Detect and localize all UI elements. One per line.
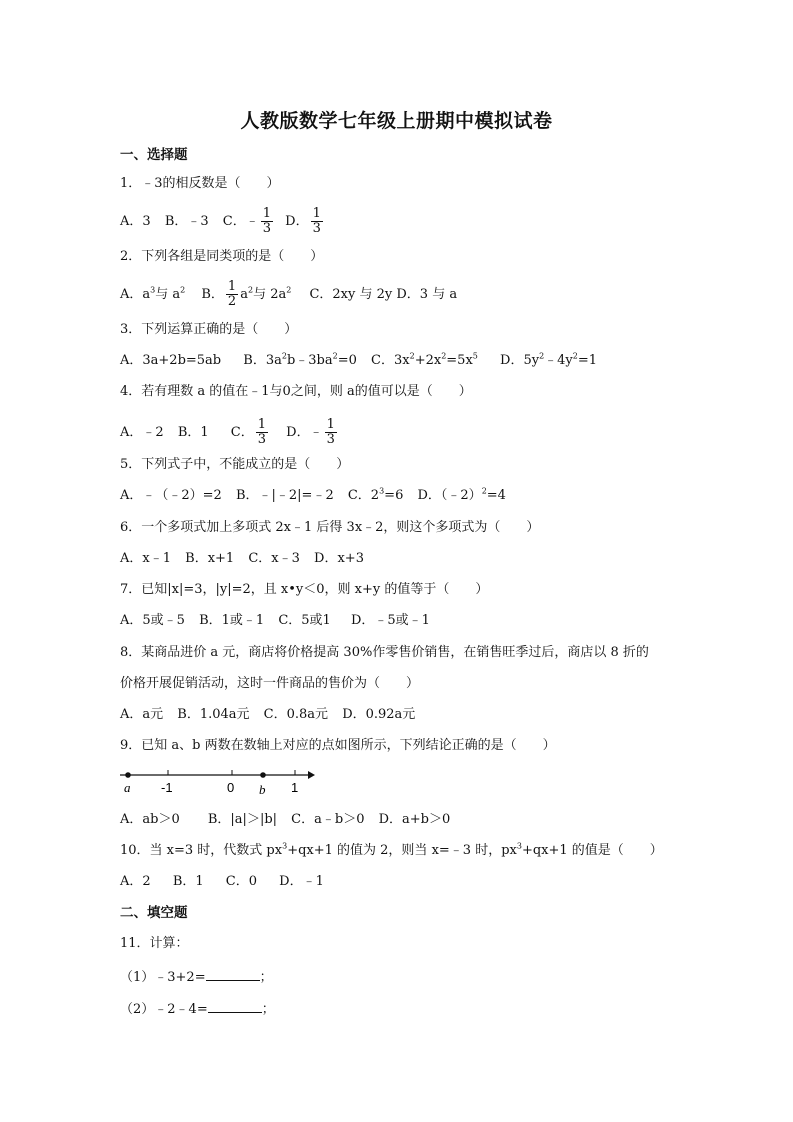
q11-part-1-text: （1）﹣3+2= (120, 970, 206, 985)
q10-option-c: C．0 (225, 874, 257, 889)
q9-option-a: A．ab＞0 (120, 812, 180, 827)
fraction-denominator: 2 (227, 294, 237, 309)
question-8-stem-line-1: 8．某商品进价 a 元，商店将价格提高 30%作零售价销售，在销售旺季过后，商店以 8 折的 (120, 645, 649, 660)
question-3-options (120, 353, 597, 369)
q8-option-b: B．1.04a元 (177, 707, 250, 722)
q3-option-c-exp3: 5 (472, 351, 478, 361)
question-10-stem (120, 843, 663, 859)
q2-option-b-label: B． (201, 287, 224, 302)
question-11-part-1 (120, 967, 273, 986)
q2-option-b-fraction (226, 280, 238, 309)
q4-option-d-fraction (325, 418, 337, 447)
q6-option-a: A．x﹣1 (120, 551, 171, 566)
q11-part-1-end: ； (259, 970, 273, 985)
q6-option-c: C．x﹣3 (248, 551, 300, 566)
q2-option-a-exp1: 3 (150, 285, 156, 295)
q3-option-d-exp2: 2 (572, 351, 578, 361)
q3-option-c-mid2: =5x (446, 353, 473, 368)
question-6-options (120, 551, 364, 567)
q4-option-a: A．﹣2 (120, 425, 164, 440)
point-b (260, 772, 266, 778)
q2-option-d: D．3 与 a (396, 287, 458, 302)
question-9-stem: 9．已知 a、b 两数在数轴上对应的点如图所示，下列结论正确的是（ ） (120, 738, 556, 753)
q3-option-b-pre: B．3a (243, 353, 282, 368)
number-line-figure (118, 764, 318, 796)
question-4-stem: 4．若有理数 a 的值在﹣1与0之间，则 a的值可以是（ ） (120, 384, 472, 399)
fraction-numerator: 1 (312, 206, 321, 221)
q7-option-c: C．5或1 (278, 613, 331, 628)
section-heading-choice: 一、选择题 (120, 147, 188, 163)
q4-option-c-label: C． (230, 425, 254, 440)
answer-blank[interactable] (206, 967, 260, 981)
q4-option-c-fraction (256, 418, 268, 447)
q5-option-c-pre: C．2 (347, 488, 380, 503)
fraction-denominator: 3 (257, 432, 267, 447)
q7-option-a: A．5或﹣5 (120, 613, 185, 628)
q5-option-d-pre: D．（﹣2） (417, 488, 482, 503)
question-8-options (120, 707, 415, 723)
q9-option-b: B．|a|＞|b| (207, 812, 278, 827)
q11-part-2-end: ； (261, 1002, 275, 1017)
fraction-denominator: 3 (262, 221, 272, 236)
fraction-numerator: 1 (326, 417, 335, 432)
q10-exp-2: 3 (516, 841, 522, 851)
q3-option-c-exp2: 2 (441, 351, 447, 361)
number-line-arrow (308, 771, 315, 779)
q3-option-c-mid: +2x (414, 353, 442, 368)
question-1-options (120, 207, 325, 236)
label-minus-1: -1 (161, 780, 173, 795)
question-10-options (120, 874, 324, 890)
q8-option-d: D．0.92a元 (342, 707, 416, 722)
q1-option-c-sign: ﹣ (245, 213, 259, 229)
question-1-stem: 1．﹣3的相反数是（ ） (120, 176, 280, 191)
question-11-part-2 (120, 999, 275, 1018)
q2-option-c: C．2xy 与 2y (309, 287, 393, 302)
q10-stem-end: +qx+1 的值是（ ） (521, 843, 663, 858)
q3-option-b-mid: b﹣3ba (286, 353, 333, 368)
q10-stem-middle: +qx+1 的值为 2，则当 x=﹣3 时，px (287, 843, 517, 858)
q10-exp-1: 3 (282, 841, 288, 851)
question-8-stem-line-2: 价格开展促销活动，这时一件商品的售价为（ ） (120, 676, 420, 691)
label-a: a (124, 780, 131, 795)
q9-option-d: D．a+b＞0 (378, 812, 451, 827)
q3-option-b-exp1: 2 (281, 351, 287, 361)
q8-option-c: C．0.8a元 (263, 707, 329, 722)
q5-option-c-exp: 3 (379, 486, 385, 496)
fraction-denominator: 3 (326, 432, 335, 447)
question-2-options (120, 280, 457, 309)
q3-option-c-exp1: 2 (409, 351, 415, 361)
label-b: b (259, 782, 266, 796)
q6-option-d: D．x+3 (314, 551, 364, 566)
question-4-options (120, 418, 339, 447)
q6-option-b: B．x+1 (185, 551, 235, 566)
label-one: 1 (291, 780, 299, 795)
q10-option-d: D．﹣1 (279, 874, 324, 889)
q3-option-b-exp2: 2 (332, 351, 338, 361)
q3-option-d-mid: ﹣4y (544, 353, 573, 368)
section-heading-fill: 二、填空题 (120, 905, 188, 921)
q10-option-b: B．1 (172, 874, 204, 889)
q2-option-b-exp2: 2 (286, 285, 292, 295)
question-3-stem: 3．下列运算正确的是（ ） (120, 322, 298, 337)
fraction-numerator: 1 (257, 417, 267, 432)
q3-option-d-end: =1 (577, 353, 598, 368)
q4-option-d-sign: ﹣ (309, 424, 323, 440)
question-9-options (120, 812, 450, 828)
q1-option-c-label: C． (222, 214, 246, 229)
answer-blank[interactable] (208, 999, 262, 1013)
q5-option-c-end: =6 (384, 488, 404, 503)
q5-option-d-end: =4 (486, 488, 506, 503)
q3-option-c-pre: C．3x (371, 353, 410, 368)
q4-option-d-label: D． (286, 425, 310, 440)
q7-option-d: D．﹣5或﹣1 (350, 613, 430, 628)
q2-option-b-rest: 与 2a (253, 287, 287, 302)
q2-option-a-rest: 与 a (155, 287, 181, 302)
fraction-denominator: 3 (312, 221, 321, 236)
q3-option-b-end: =0 (337, 353, 357, 368)
question-11-stem: 11．计算： (120, 936, 189, 951)
question-7-options (120, 613, 430, 629)
q9-option-c: C．a﹣b＞0 (291, 812, 365, 827)
question-5-stem: 5．下列式子中，不能成立的是（ ） (120, 457, 350, 472)
q2-option-b-var: a (240, 287, 248, 302)
question-5-options (120, 488, 506, 504)
q10-option-a: A．2 (120, 874, 151, 889)
q2-option-b-exp: 2 (247, 285, 254, 295)
q1-option-c-fraction (261, 207, 273, 236)
q2-option-a-base: A．a (120, 287, 151, 302)
fraction-numerator: 1 (262, 206, 272, 221)
question-7-stem: 7．已知|x|=3，|y|=2，且 x•y＜0，则 x+y 的值等于（ ） (120, 582, 489, 597)
q5-option-d-exp: 2 (481, 486, 487, 496)
q7-option-b: B．1或﹣1 (199, 613, 265, 628)
q3-option-d-exp1: 2 (539, 351, 545, 361)
fraction-numerator: 1 (227, 279, 237, 294)
q1-option-b: B．﹣3 (164, 214, 209, 229)
q10-stem-start: 10．当 x=3 时，代数式 px (120, 843, 283, 858)
q3-option-d-pre: D．5y (500, 353, 540, 368)
q5-option-a: A．﹣（﹣2）=2 (120, 488, 222, 503)
q1-option-d-fraction (311, 207, 323, 236)
q1-option-d-label: D． (285, 214, 309, 229)
q8-option-a: A．a元 (120, 707, 164, 722)
q2-option-a-exp2: 2 (180, 285, 186, 295)
q1-option-a: A．3 (120, 214, 151, 229)
q4-option-b: B．1 (177, 425, 209, 440)
page-title: 人教版数学七年级上册期中模拟试卷 (240, 110, 553, 132)
question-2-stem: 2．下列各组是同类项的是（ ） (120, 249, 324, 264)
point-a (125, 772, 131, 778)
label-zero: 0 (227, 780, 235, 795)
q5-option-b: B．﹣|﹣2|=﹣2 (235, 488, 334, 503)
q11-part-2-text: （2）﹣2﹣4= (120, 1002, 208, 1017)
question-6-stem: 6．一个多项式加上多项式 2x﹣1 后得 3x﹣2，则这个多项式为（ ） (120, 520, 540, 535)
q3-option-a: A．3a+2b=5ab (120, 353, 222, 368)
